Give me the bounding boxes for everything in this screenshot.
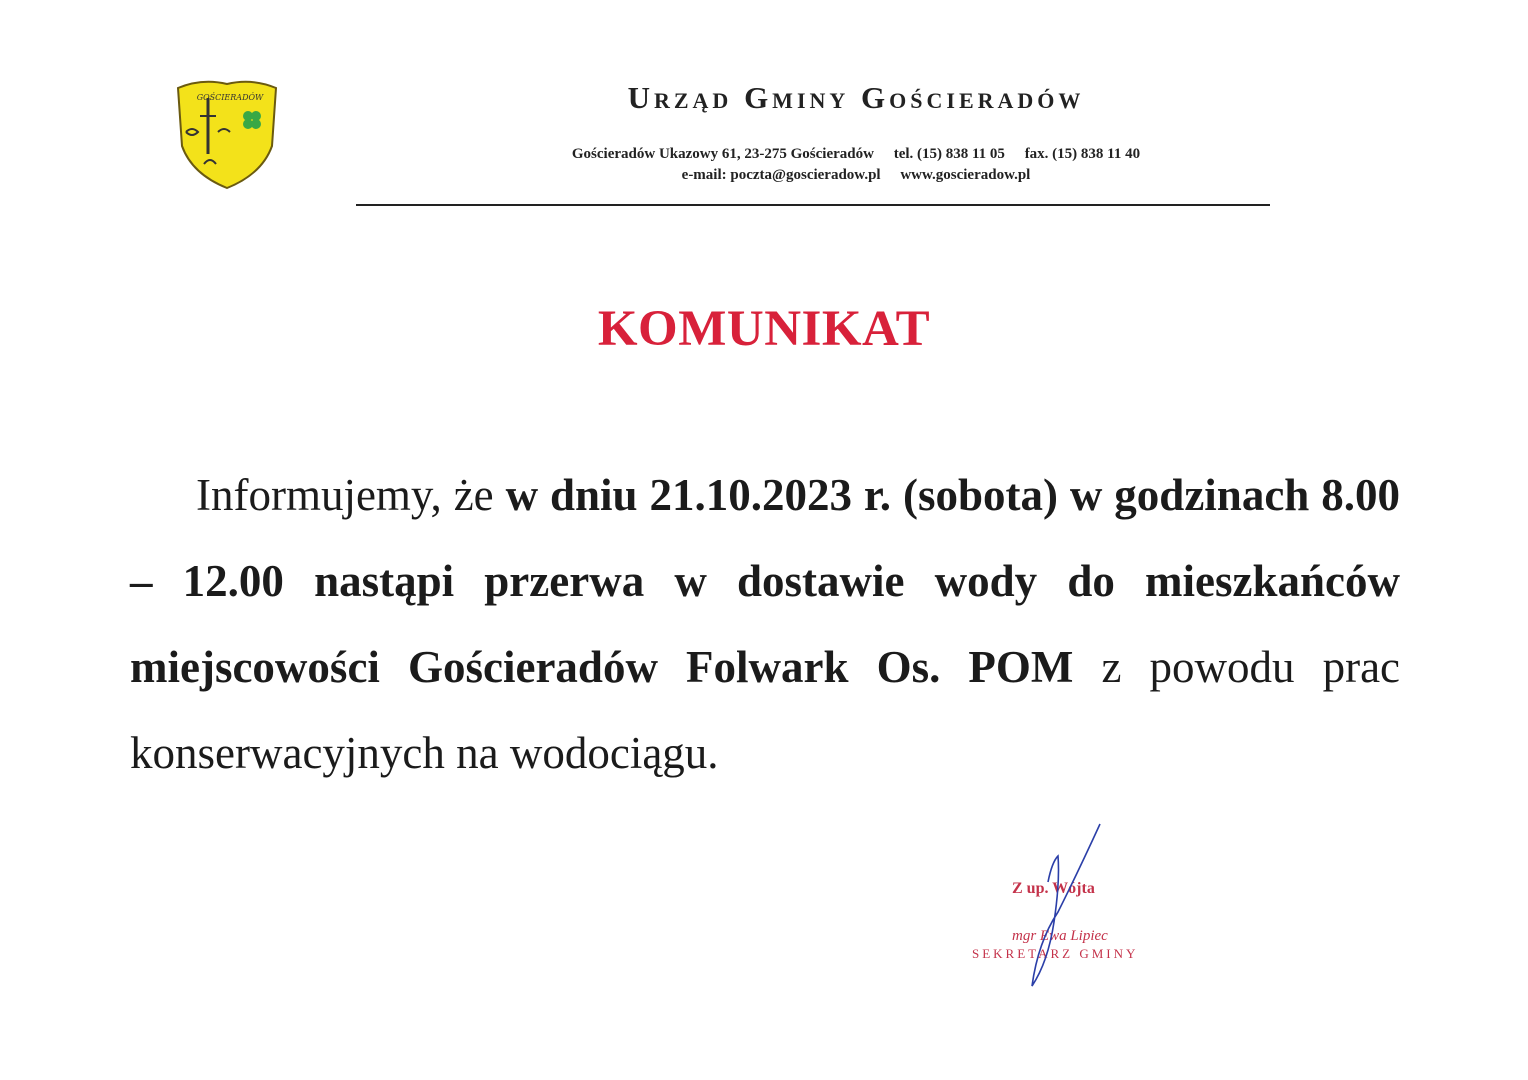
notice-body-intro: Informujemy, że <box>196 470 494 520</box>
fax-number: fax. (15) 838 11 40 <box>1024 146 1141 162</box>
header-divider <box>356 204 1270 206</box>
stamp-official-role: SEKRETARZ GMINY <box>972 946 1139 961</box>
notice-body <box>130 452 1400 796</box>
phone-number: tel. (15) 838 11 05 <box>893 146 1005 162</box>
stamp-official-name: mgr Ewa Lipiec <box>1012 928 1108 944</box>
notice-body-reason: z powodu prac konserwacyjnych na wodociągu. <box>130 642 1401 778</box>
postal-address: Gościeradów Ukazowy 61, 23-275 Gościeradów <box>571 146 874 162</box>
email-address: e-mail: poczta@goscieradow.pl <box>681 167 881 183</box>
address-line <box>356 146 1356 163</box>
org-name: Urząd Gminy Gościeradów <box>627 80 1085 115</box>
contact-line <box>356 167 1356 184</box>
notice-body-details: w dniu 21.10.2023 r. (sobota) w godzinach 8.00 – 12.00 nastąpi przerwa w dostawie wody do mieszkańców miejscowości Gościeradów Folwark Os. POM <box>130 470 1401 692</box>
stamp-on-behalf: Z up. Wójta <box>1012 880 1095 897</box>
website-url: www.goscieradow.pl <box>900 167 1031 183</box>
notice-title: KOMUNIKAT <box>597 301 931 357</box>
crest-label-text: GOŚCIERADÓW <box>196 93 264 102</box>
crest-logo <box>172 76 282 190</box>
signature <box>1018 822 1108 992</box>
